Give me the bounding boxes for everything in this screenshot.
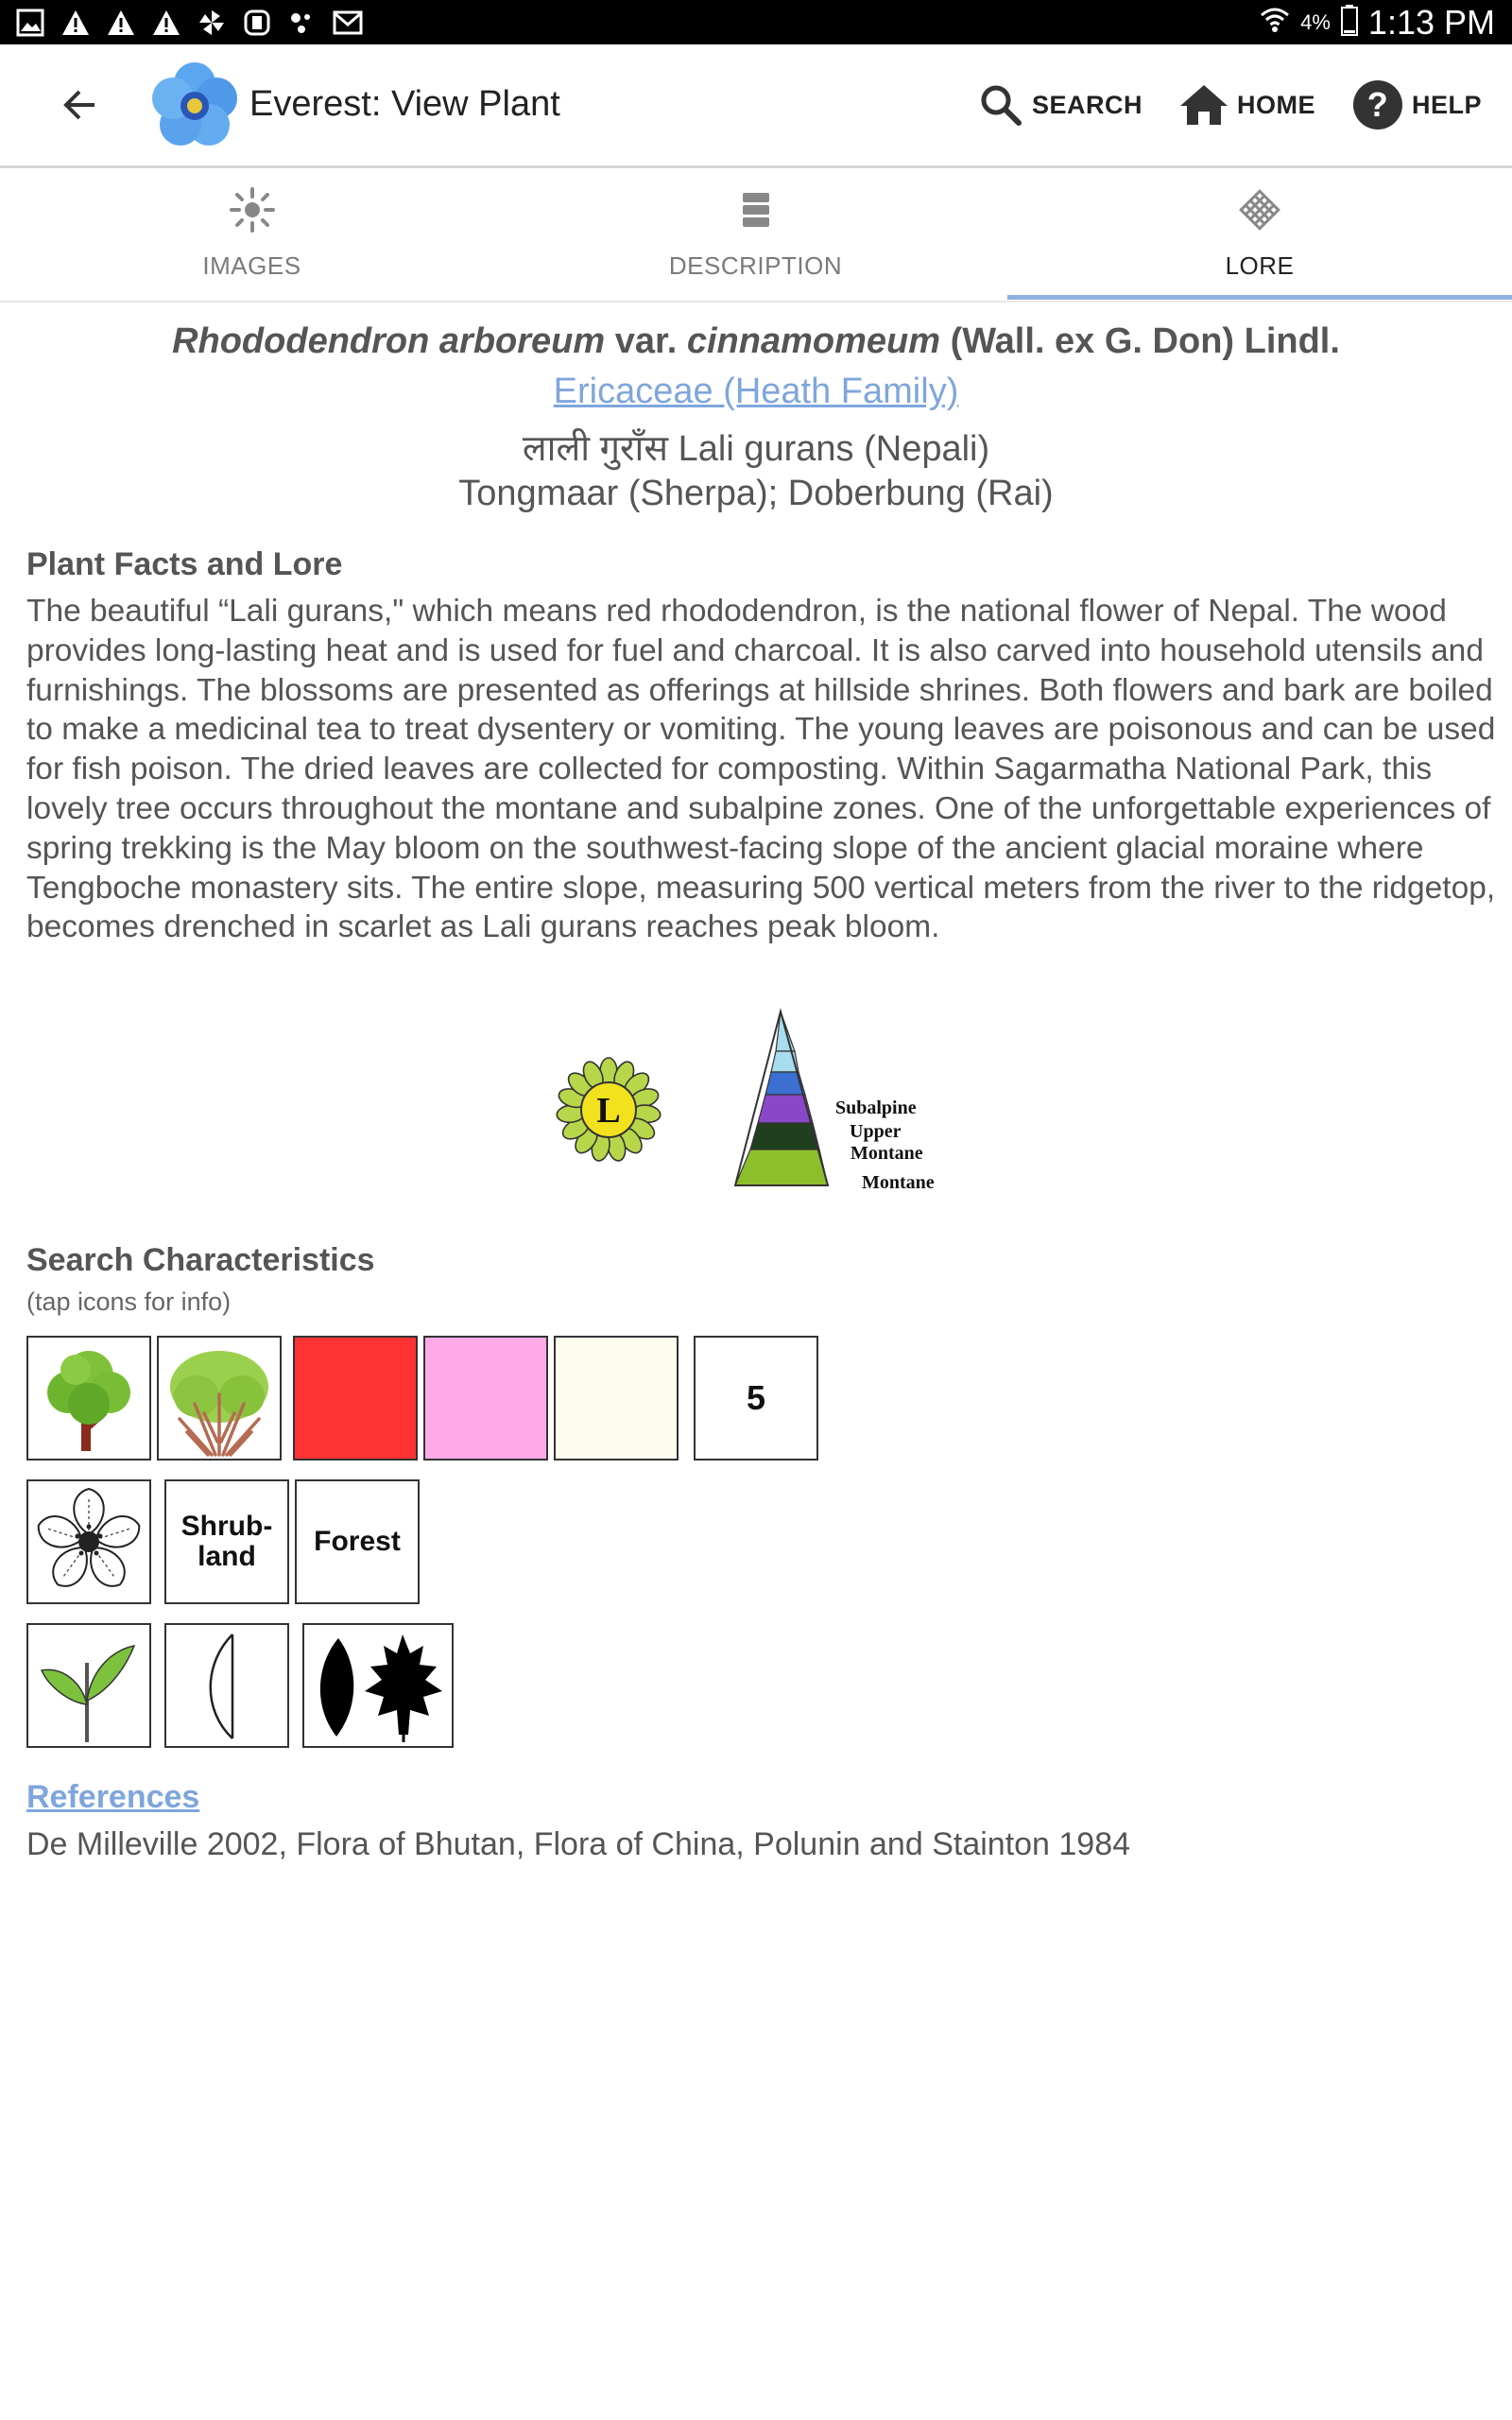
app-bar-actions — [977, 75, 1482, 135]
variety-label: var. — [614, 321, 678, 361]
home-icon — [1178, 81, 1229, 129]
flower-color-red-swatch[interactable] — [293, 1336, 418, 1461]
flower-shape-icon[interactable] — [26, 1479, 151, 1604]
endless-knot-icon — [1235, 185, 1284, 234]
page-title: Everest: View Plant — [249, 84, 560, 124]
warning-icon — [59, 6, 93, 40]
search-button-label: SEARCH — [1031, 90, 1143, 119]
references-text: De Milleville 2002, Flora of Bhutan, Flora of China, Polunin and Stainton 1984 — [26, 1826, 1131, 1862]
active-tab-indicator — [1007, 295, 1512, 300]
help-button-label: HELP — [1411, 90, 1482, 119]
help-button[interactable] — [1351, 78, 1482, 131]
home-button[interactable] — [1178, 81, 1315, 129]
zone-label-upper: Upper — [850, 1121, 902, 1142]
mail-icon — [331, 6, 365, 40]
pinwheel-icon — [195, 6, 229, 40]
app-bar — [0, 44, 1512, 168]
battery-icon — [1340, 4, 1359, 41]
search-icon — [977, 81, 1024, 129]
battery-percent: 4% — [1300, 9, 1331, 34]
common-name-other: Tongmaar (Sherpa); Doberbung (Rai) — [458, 474, 1054, 513]
variety-name: cinnamomeum — [686, 321, 940, 361]
tree-habit-icon[interactable] — [26, 1336, 151, 1461]
lore-badge-letter: L — [596, 1091, 621, 1131]
notification-icons — [13, 6, 365, 40]
app-logo-flower-icon — [147, 61, 242, 150]
references-link[interactable]: References — [26, 1779, 200, 1815]
authority: (Wall. ex G. Don) Lindl. — [950, 321, 1340, 361]
zone-label-upper-montane: Montane — [850, 1143, 923, 1164]
dots-icon — [285, 6, 319, 40]
clock: 1:13 PM — [1367, 2, 1495, 42]
stack-icon — [731, 185, 781, 234]
shrub-habit-icon[interactable] — [157, 1336, 282, 1461]
arrow-left-icon — [57, 82, 110, 128]
common-name-nepali: लाली गुराँस Lali gurans (Nepali) — [522, 429, 990, 469]
search-button[interactable] — [977, 81, 1143, 129]
tab-images-label: IMAGES — [202, 251, 301, 280]
tab-lore[interactable] — [1007, 168, 1512, 301]
status-bar — [0, 0, 1512, 44]
svg-text:?: ? — [1366, 85, 1389, 124]
habitat-shrubland-chip[interactable]: Shrub- land — [164, 1479, 289, 1604]
sun-icon — [228, 185, 277, 234]
tab-lore-label: LORE — [1225, 251, 1295, 280]
tab-description-label: DESCRIPTION — [668, 251, 843, 280]
search-characteristics-title: Search Characteristics — [26, 1242, 375, 1278]
wifi-icon — [1259, 6, 1291, 39]
lore-section-title: Plant Facts and Lore — [26, 546, 343, 582]
family-link[interactable]: Ericaceae (Heath Family) — [553, 372, 959, 411]
zone-label-montane: Montane — [862, 1172, 935, 1193]
home-button-label: HOME — [1236, 90, 1315, 119]
leaf-shape-icon[interactable] — [164, 1623, 289, 1748]
habitat-forest-chip[interactable]: Forest — [295, 1479, 420, 1604]
leaf-arrangement-icon[interactable] — [26, 1623, 151, 1748]
petal-count-chip[interactable]: 5 — [694, 1336, 818, 1461]
flower-color-cream-swatch[interactable] — [554, 1336, 679, 1461]
warning-icon — [104, 6, 138, 40]
elevation-zone-pyramid[interactable] — [707, 1006, 954, 1195]
lore-flower-icon[interactable] — [556, 1057, 662, 1163]
tab-images[interactable] — [0, 168, 504, 301]
search-characteristics-hint: (tap icons for info) — [26, 1288, 232, 1316]
help-icon — [1351, 78, 1404, 131]
scientific-name — [0, 321, 1512, 362]
shield-icon — [240, 6, 274, 40]
lore-text: The beautiful “Lali gurans," which means red rhododendron, is the national flower of Nepal. The wood provides long-lasting heat and is used for fuel and charcoal. It is also carved into household utensils and furnishings. The blossoms are presented as offerings at hillside shrines. Both flowers and bark are boiled to make a medicinal tea to treat dysentery or vomiting. The young leaves are poisonous and can be used for fish poison. The dried leaves are collected for composting. Within Sagarmatha National Park, this lovely tree occurs throughout the montane and subalpine zones. One of the unforgettable experiences of spring trekking is the May bloom on the southwest-facing slope of the ancient glacial moraine where Tengboche monastery sits. The entire slope, measuring 500 vertical meters from the river to the ridgetop, becomes drenched in scarlet as Lali gurans reaches peak bloom. — [26, 594, 1496, 945]
leaf-margin-icon[interactable] — [302, 1623, 454, 1748]
tab-description[interactable] — [504, 168, 1007, 301]
image-notification-icon — [13, 6, 47, 40]
warning-icon — [149, 6, 183, 40]
system-status — [1259, 0, 1495, 44]
flower-color-pink-swatch[interactable] — [423, 1336, 548, 1461]
genus-species: Rhododendron arboreum — [172, 321, 606, 361]
tab-bar — [0, 168, 1512, 302]
back-button[interactable] — [57, 82, 110, 128]
zone-label-subalpine: Subalpine — [835, 1098, 917, 1118]
